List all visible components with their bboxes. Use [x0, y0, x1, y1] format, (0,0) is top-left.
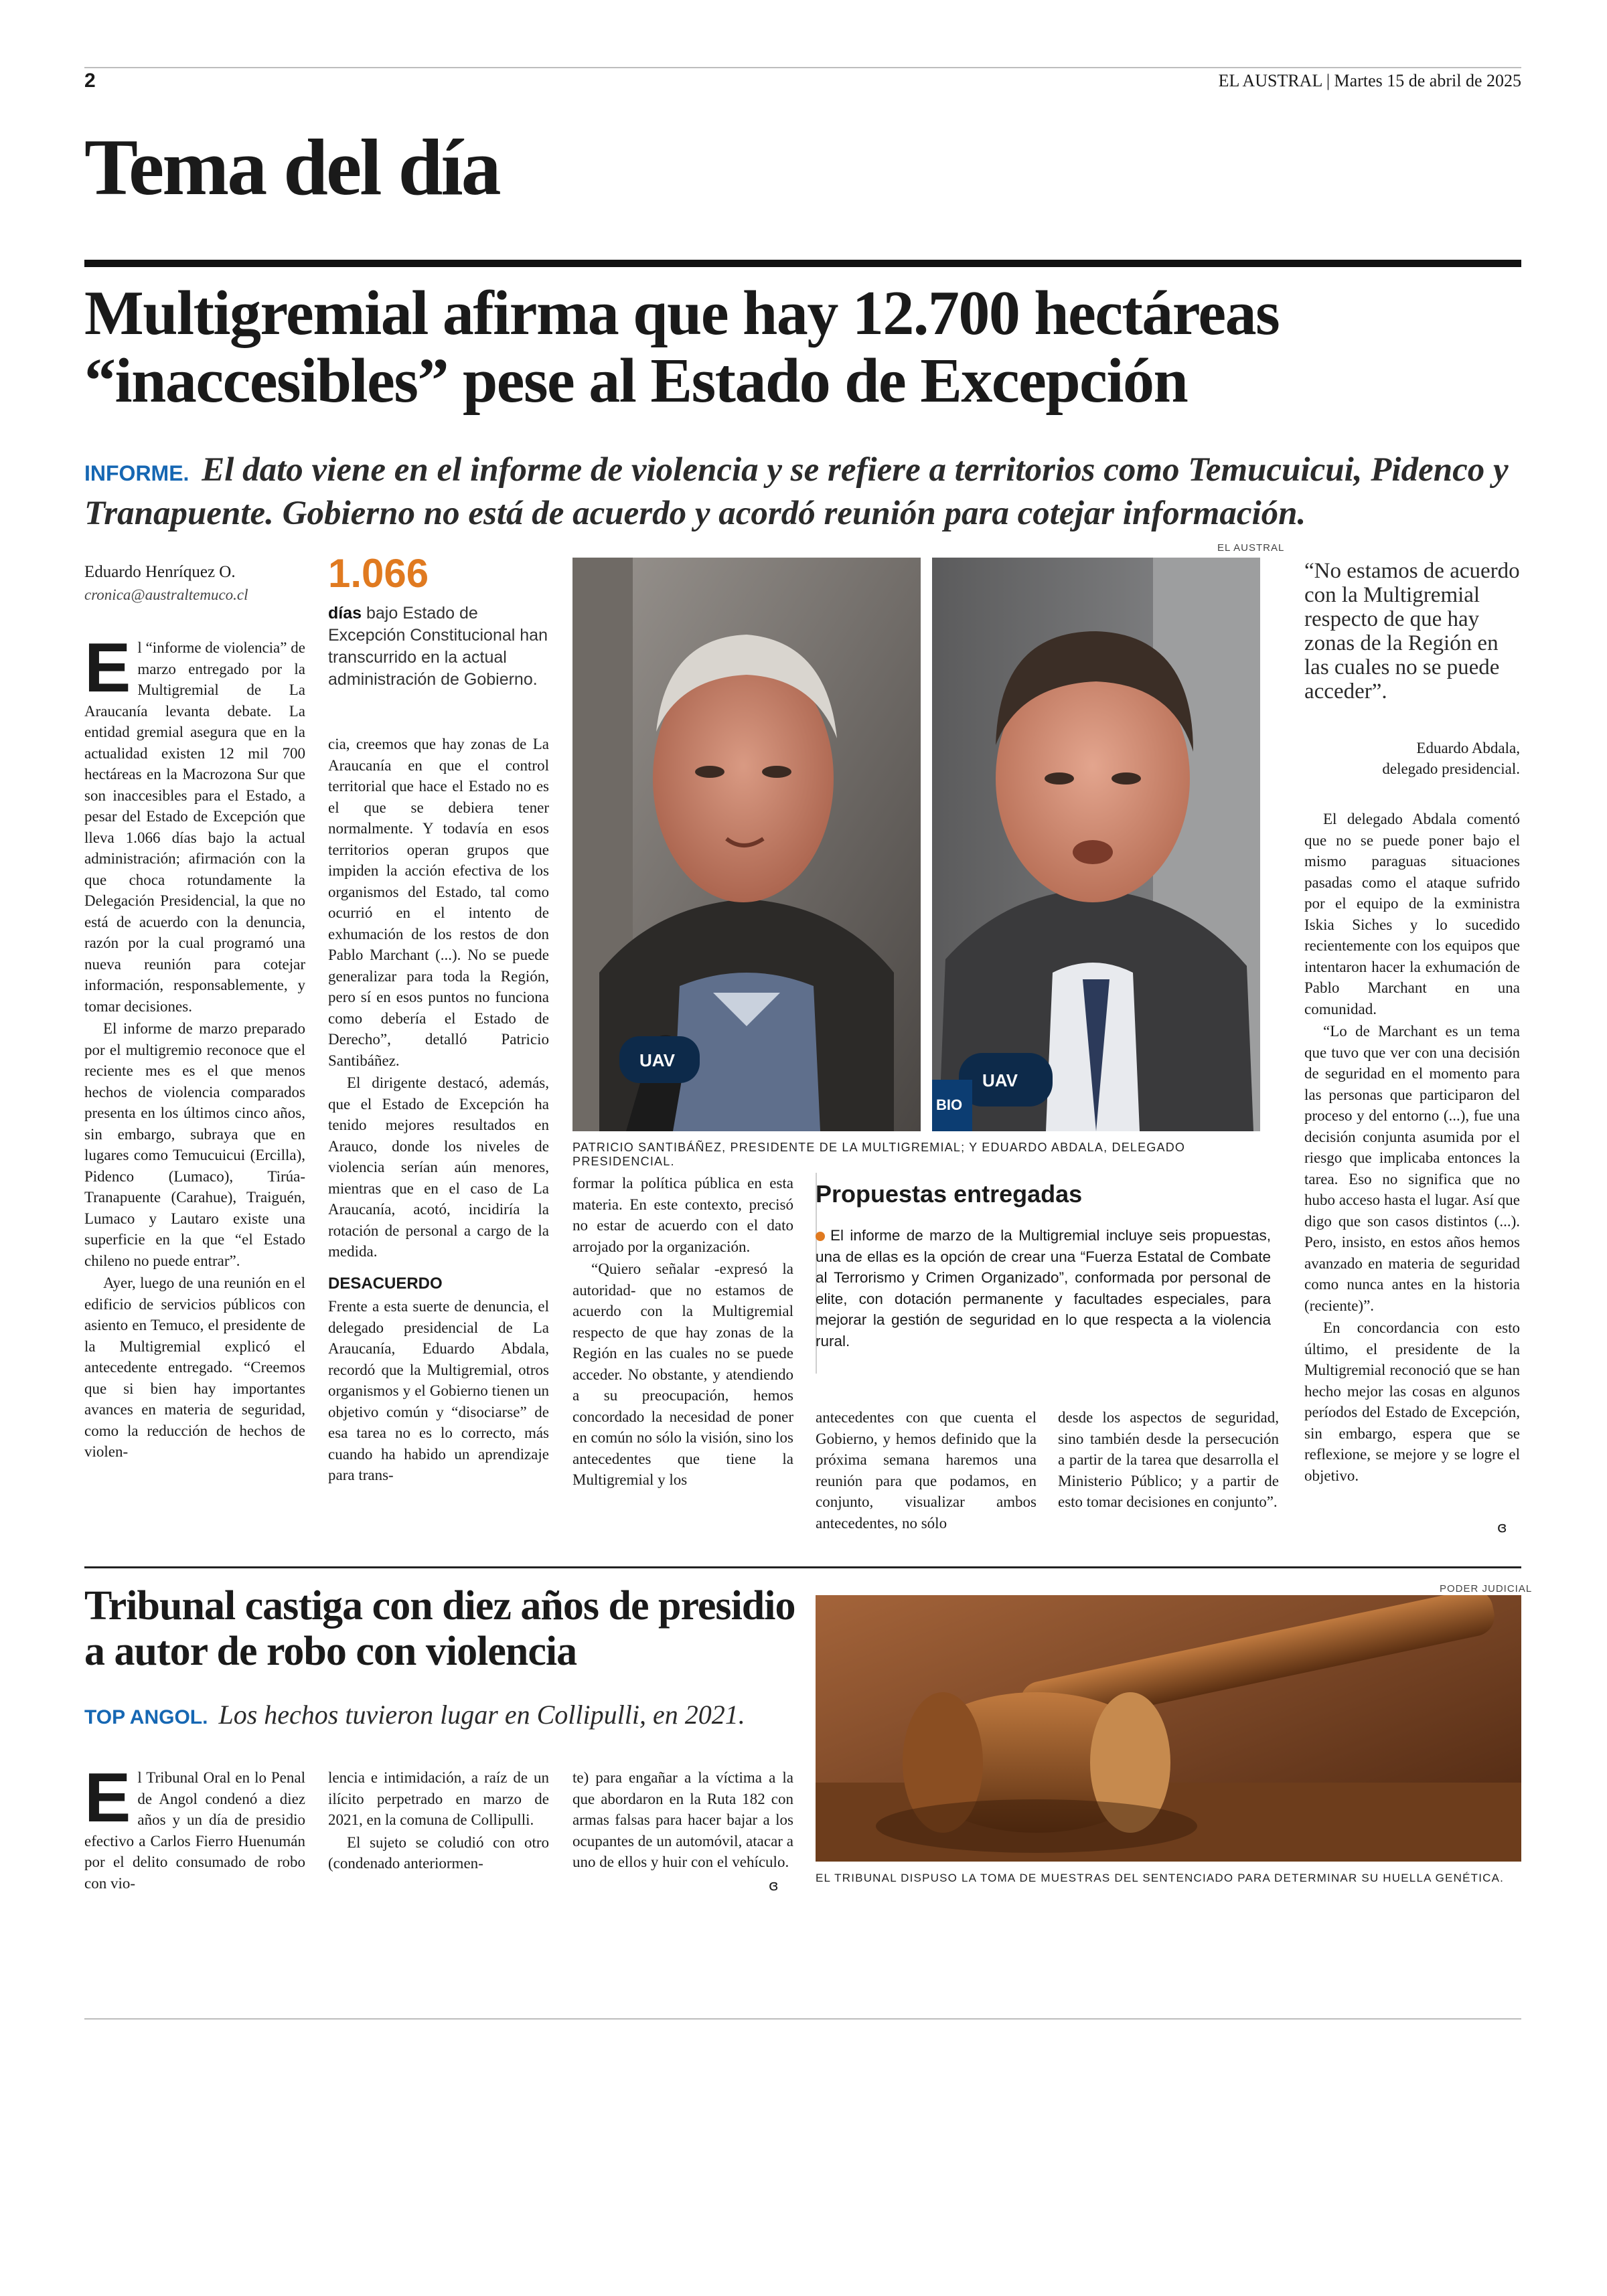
main-column-5: [1058, 1407, 1279, 1514]
stat-bold: días: [328, 604, 362, 623]
col6-p2: “Lo de Marchant es un tema que tuvo que ver con una decisión de seguridad en el momento para las personas que participaron del proceso y del entorno (...), fue una decisión conjunta asumida por el riesgo que implicaba entonces la tarea. Eso no significa que no hubo acceso hasta el lugar. Así que digo que son casos distintos (...). Pero, insisto, en estos años hemos avanzado en materia de seguridad como nunca antes en la historia (reciente)”.: [1304, 1023, 1520, 1314]
gavel-photo: [816, 1595, 1521, 1862]
col2-p2: El dirigente destacó, además, que el Estado de Excepción ha tenido mejores resultados en Arauco, donde los niveles de violencia serían aún menores, mientras que en el caso de La Araucanía, acotó, incidiría la rotación de personal a cargo de la medida.: [328, 1074, 549, 1260]
dropcap: E: [84, 629, 131, 707]
quote-attribution: [1304, 738, 1520, 779]
main-headline: Multigremial afirma que hay 12.700 hectáreas “inaccesibles” pese al Estado de Excepción: [84, 278, 1280, 416]
mic-label-2: UAV: [982, 1070, 1018, 1090]
photo-caption: PATRICIO SANTIBÁÑEZ, PRESIDENTE DE LA MULTIGREMIAL; Y EDUARDO ABDALA, DELEGADO PRESIDENCIAL.: [572, 1141, 1186, 1168]
second-kicker: TOP ANGOL.: [84, 1706, 208, 1728]
col3-p2: “Quiero señalar -expresó la autoridad- que no estamos de acuerdo con la Multigremial respecto de que hay zonas de la Región en las cuales no se puede acceder. No obstante, y atendiendo a su preocupación, hemos concordado la necesidad de poner en común no sólo la visión, sino los antecedentes que tiene la Multigremial y los: [572, 1260, 793, 1488]
gavel-illustration: [816, 1595, 1521, 1862]
quote-role: delegado presidencial.: [1382, 760, 1520, 778]
col3-p1: formar la política pública en esta materia. En este contexto, precisó no estar de acuerdo con el dato arrojado por la organización.: [572, 1175, 793, 1255]
main-deck-text: El dato viene en el informe de violencia y se refiere a territorios como Temucuicui, Pidenco y Tranapuente. Gobierno no está de acuerdo y acordó reunión para cotejar información.: [84, 451, 1509, 532]
second-column-1: [84, 1759, 305, 1895]
second-col1: l Tribunal Oral en lo Penal de Angol condenó a diez años y un día de presidio efectivo a Carlos Fierro Huenumán por el delito consumado de robo con vio-: [84, 1769, 305, 1892]
header-rule: [84, 67, 1521, 68]
second-col2-p2: El sujeto se coludió con otro (condenado anteriormen-: [328, 1833, 549, 1872]
box-body: El informe de marzo de la Multigremial incluye seis propuestas, una de ellas es la opción de crear una “Fuerza Estatal de Combate al Terrorismo y Crimen Organizado”, conformada por personal de elite, con dotación permanente y facultades especiales, para mejorar la gestión de seguridad en lo que respecta a la violencia rural.: [816, 1227, 1271, 1349]
end-mark-second: ɞ: [769, 1878, 779, 1894]
col2-p3: Frente a esta suerte de denuncia, el delegado presidencial de La Araucanía, Eduardo Abdala, recordó que la Multigremial, otros organismos y el Gobierno tienen un objetivo común y “disociarse” de esa tarea no es lo correcto, más cuando ha habido un aprendizaje para trans-: [328, 1298, 549, 1484]
pull-quote: “No estamos de acuerdo con la Multigremial respecto de que hay zonas de la Región en las cuales no se puede acceder”.: [1304, 559, 1520, 704]
main-kicker: INFORME.: [84, 461, 189, 485]
author-email[interactable]: cronica@australtemuco.cl: [84, 586, 248, 603]
stat-number: 1.066: [328, 551, 429, 596]
article-separator: [84, 1566, 1521, 1568]
col5-p1: desde los aspectos de seguridad, sino también desde la persecución a partir de la tarea que desarrolla el Ministerio Público; y a partir de esto tomar decisiones en conjunto”.: [1058, 1409, 1279, 1510]
col6-p3: En concordancia con esto último, el presidente de la Multigremial reconoció que se han hecho mejor las cosas en algunos períodos del Estado de Excepción, sin embargo, espera que se reflexione, se mejore y se logre el objetivo.: [1304, 1319, 1520, 1484]
footer-rule: [84, 2018, 1521, 2020]
col1-p1: l “informe de violencia” de marzo entregado por la Multigremial de La Araucanía levanta debate. La entidad gremial asegura que en la actualidad existen 12 mil 700 hectáreas en la Macrozona Sur que son inaccesibles para el Estado, a pesar del Estado de Excepción que lleva 1.066 días bajo la actual administración; afirmación con la que choca rotundamente la Delegación Presidencial, la que no está de acuerdo con la denuncia, razón por la cual programó una nueva reunión para cotejar información, responsablemente, y tomar decisiones.: [84, 639, 305, 1015]
second-dropcap: E: [84, 1759, 131, 1837]
col2-p1: cia, creemos que hay zonas de La Araucanía en que el control territorial que hace el Estado no es el que se debiera tener normalmente. Y todavía en esos territorios operan grupos que impiden la acción efectiva de los organismos del Estado, tal como ocurrió en el intento de exhumación de los restos de don Pablo Marchant (...). No se puede generalizar para toda la Región, pero sí en esos puntos no funciona como debería el Estado de Derecho”, detalló Patricio Santibáñez.: [328, 736, 549, 1069]
second-column-3: [572, 1767, 793, 1874]
col1-p2: El informe de marzo preparado por el multigremio reconoce que el reciente mes es el que menos hechos de violencia comparados presenta en los últimos cinco años, sin embargo, subraya que en lugares como Temucuicui (Ercilla), Pidenco (Lumaco), Tirúa-Tranapuente (Carahue), Traiguén, Lumaco y Lautaro existe una superficie en la que “el Estado chileno no puede entrar”.: [84, 1020, 305, 1269]
page-number: 2: [84, 70, 96, 92]
portrait-man-2: [932, 558, 1260, 1131]
second-col2-p1: lencia e intimidación, a raíz de un ilícito perpetrado en marzo de 2021, en la comuna de Collipulli.: [328, 1769, 549, 1828]
second-headline: Tribunal castiga con diez años de presidio a autor de robo con violencia: [84, 1583, 795, 1675]
box-text: [816, 1225, 1271, 1351]
end-mark-main: ɞ: [1497, 1520, 1507, 1536]
section-title: Tema del día: [84, 122, 500, 212]
subhead-desacuerdo: DESACUERDO: [328, 1274, 443, 1293]
mic-label-3: BIO: [936, 1096, 963, 1113]
photo-credit: EL AUSTRAL: [1217, 542, 1285, 554]
author-name: Eduardo Henríquez O.: [84, 563, 236, 581]
quote-author: Eduardo Abdala,: [1416, 740, 1520, 756]
main-column-4: [816, 1407, 1037, 1535]
second-deck: [84, 1699, 808, 1730]
main-column-1: [84, 629, 305, 1464]
second-column-2: [328, 1767, 549, 1876]
col6-p1: El delegado Abdala comentó que no se puede poner bajo el mismo paraguas situaciones pasadas como el ataque sufrido por el equipo de la exministra Iskia Siches y lo sucedido recientemente con los equipos que intentaron hacer la exhumación de Pablo Marchant en una comunidad.: [1304, 811, 1520, 1017]
stat-text: [328, 602, 549, 691]
photo-santibanez: [572, 558, 921, 1131]
second-deck-text: Los hechos tuvieron lugar en Collipulli, en 2021.: [218, 1700, 745, 1730]
second-col3: te) para engañar a la víctima a la que abordaron en la Ruta 182 con armas falsas para hacer bajar a los ocupantes de un automóvil, atacar a uno de ellos y huir con el vehículo.: [572, 1769, 793, 1870]
masthead: EL AUSTRAL | Martes 15 de abril de 2025: [1218, 71, 1521, 90]
portrait-man-1: [572, 558, 921, 1131]
mic-label-1: UAV: [639, 1050, 675, 1070]
stat-desc: bajo Estado de Excepción Constitucional han transcurrido en la actual administración de Gobierno.: [328, 604, 548, 689]
main-column-3: [572, 1173, 793, 1492]
main-column-2: [328, 734, 549, 1487]
byline: [84, 561, 248, 606]
col4-p1: antecedentes con que cuenta el Gobierno, y hemos definido que la próxima semana haremos una reunión para que podamos, en conjunto, visualizar ambos antecedentes, no sólo: [816, 1409, 1037, 1532]
photo-abdala: [932, 558, 1260, 1131]
box-title: Propuestas entregadas: [816, 1180, 1083, 1208]
gavel-caption: EL TRIBUNAL DISPUSO LA TOMA DE MUESTRAS DEL SENTENCIADO PARA DETERMINAR SU HUELLA GENÉTICA.: [816, 1872, 1505, 1884]
main-deck: [84, 448, 1521, 536]
box-bullet: [816, 1232, 825, 1241]
section-rule: [84, 260, 1521, 267]
gavel-photo-credit: PODER JUDICIAL: [1440, 1583, 1533, 1594]
col1-p3: Ayer, luego de una reunión en el edificio de servicios públicos con asiento en Temuco, el presidente de la Multigremial explicó el antecedente entregado. “Creemos que si bien hay importantes avances en materia de seguridad, como la reducción de hechos de violen-: [84, 1275, 305, 1460]
main-column-6: [1304, 809, 1520, 1487]
